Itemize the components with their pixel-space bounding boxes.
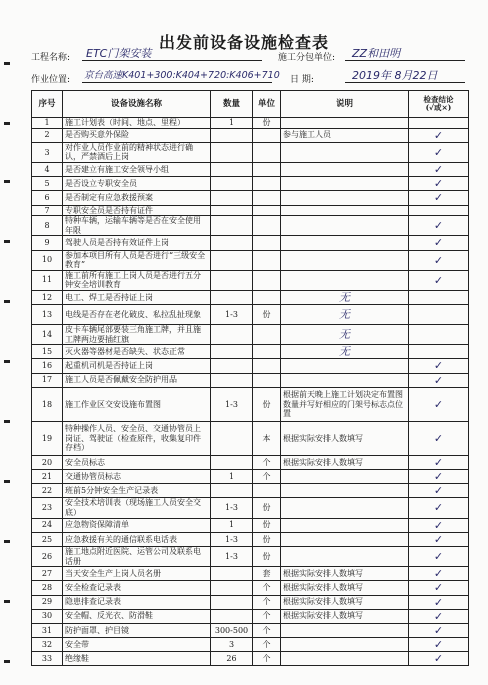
cell-no: 12 <box>32 290 63 304</box>
cell-qty <box>211 455 253 469</box>
table-row <box>32 532 469 546</box>
cell-qty: 1-3 <box>211 305 253 325</box>
col-header-qty: 数量 <box>211 91 253 118</box>
cell-qty <box>211 236 253 250</box>
cell-name: 绝缘鞋 <box>63 652 211 666</box>
cell-qty <box>211 162 253 176</box>
table-row <box>32 581 469 595</box>
cell-result <box>409 305 469 325</box>
cell-result: ✓ <box>409 142 469 162</box>
cell-no: 15 <box>32 345 63 359</box>
cell-name: 当天安全生产上岗人员名册 <box>63 567 211 581</box>
cell-result: ✓ <box>409 546 469 566</box>
cell-unit: 份 <box>253 532 281 546</box>
cell-no: 8 <box>32 216 63 236</box>
contractor-value: ZZ和田明 <box>352 47 401 60</box>
table-row <box>32 498 469 518</box>
cell-no: 29 <box>32 595 63 609</box>
cell-no: 19 <box>32 421 63 455</box>
cell-unit <box>253 128 281 142</box>
cell-unit <box>253 216 281 236</box>
cell-qty <box>211 177 253 191</box>
project-value: ETC门架安装 <box>86 47 152 60</box>
col-header-name: 设备设施名称 <box>63 91 211 118</box>
cell-unit: 份 <box>253 305 281 325</box>
cell-qty: 26 <box>211 652 253 666</box>
table-row <box>32 518 469 532</box>
cell-unit: 个 <box>253 581 281 595</box>
cell-name: 隐患排查记录表 <box>63 595 211 609</box>
date-value: 2019年 8月22日 <box>352 69 438 82</box>
cell-no: 30 <box>32 609 63 623</box>
table-row <box>32 205 469 216</box>
cell-result <box>409 345 469 359</box>
cell-result: ✓ <box>409 191 469 205</box>
cell-qty <box>211 325 253 345</box>
cell-unit: 个 <box>253 470 281 484</box>
cell-qty <box>211 250 253 270</box>
cell-note <box>281 162 409 176</box>
cell-note: 根据实际安排人数填写 <box>281 609 409 623</box>
page-title: 出发前设备设施检查表 <box>158 33 329 52</box>
cell-no: 24 <box>32 518 63 532</box>
cell-note: 根据实际安排人数填写 <box>281 567 409 581</box>
table-row <box>32 118 469 129</box>
cell-no: 28 <box>32 581 63 595</box>
cell-no: 25 <box>32 532 63 546</box>
table-row <box>32 191 469 205</box>
cell-result: ✓ <box>409 177 469 191</box>
cell-qty: 1-3 <box>211 546 253 566</box>
cell-unit: 份 <box>253 546 281 566</box>
cell-note <box>281 518 409 532</box>
table-row <box>32 623 469 637</box>
cell-note: 根据实际安排人数填写 <box>281 595 409 609</box>
cell-result: ✓ <box>409 532 469 546</box>
location-underline <box>82 82 272 83</box>
cell-unit <box>253 162 281 176</box>
cell-result: ✓ <box>409 652 469 666</box>
cell-note <box>281 546 409 566</box>
table-row <box>32 387 469 421</box>
cell-unit <box>253 484 281 498</box>
cell-unit <box>253 205 281 216</box>
cell-no: 17 <box>32 373 63 387</box>
project-underline <box>82 60 262 61</box>
cell-unit: 份 <box>253 498 281 518</box>
table-row <box>32 455 469 469</box>
cell-unit <box>253 191 281 205</box>
cell-no: 9 <box>32 236 63 250</box>
cell-name: 是否购买意外保险 <box>63 128 211 142</box>
cell-name: 安全技术培训表（现场施工人员安全交底） <box>63 498 211 518</box>
cell-result: ✓ <box>409 595 469 609</box>
cell-note: 无 <box>281 305 409 325</box>
table-row <box>32 325 469 345</box>
cell-note <box>281 177 409 191</box>
cell-name: 专职安全员是否持有证件 <box>63 205 211 216</box>
cell-no: 27 <box>32 567 63 581</box>
table-row <box>32 595 469 609</box>
cell-result: ✓ <box>409 128 469 142</box>
cell-qty <box>211 142 253 162</box>
cell-note: 无 <box>281 345 409 359</box>
cell-name: 施工计划表（时间、地点、里程） <box>63 118 211 129</box>
cell-unit: 本 <box>253 421 281 455</box>
cell-qty <box>211 595 253 609</box>
table-row <box>32 567 469 581</box>
cell-no: 7 <box>32 205 63 216</box>
cell-note <box>281 484 409 498</box>
cell-note: 无 <box>281 290 409 304</box>
cell-result: ✓ <box>409 387 469 421</box>
cell-name: 驾驶人员是否持有效证件上岗 <box>63 236 211 250</box>
cell-note <box>281 498 409 518</box>
cell-note <box>281 216 409 236</box>
table-row <box>32 236 469 250</box>
cell-name: 交通协管员标志 <box>63 470 211 484</box>
cell-note <box>281 270 409 290</box>
cell-unit: 个 <box>253 638 281 652</box>
cell-result: ✓ <box>409 216 469 236</box>
cell-qty <box>211 345 253 359</box>
cell-result: ✓ <box>409 581 469 595</box>
cell-name: 对作业人员作业前的精神状态进行确认，严禁酒后上岗 <box>63 142 211 162</box>
cell-unit: 个 <box>253 652 281 666</box>
cell-no: 4 <box>32 162 63 176</box>
cell-qty <box>211 270 253 290</box>
cell-name: 应急救援有关的通信联系电话表 <box>63 532 211 546</box>
date-label: 日 期: <box>290 75 314 85</box>
cell-qty <box>211 290 253 304</box>
table-row <box>32 250 469 270</box>
cell-name: 是否制定有应急救援预案 <box>63 191 211 205</box>
cell-result: ✓ <box>409 373 469 387</box>
cell-qty: 1 <box>211 518 253 532</box>
cell-no: 16 <box>32 359 63 373</box>
cell-no: 23 <box>32 498 63 518</box>
cell-qty <box>211 216 253 236</box>
table-row <box>32 270 469 290</box>
cell-no: 13 <box>32 305 63 325</box>
cell-no: 26 <box>32 546 63 566</box>
table-row <box>32 162 469 176</box>
cell-name: 安全帽、反光衣、防滑鞋 <box>63 609 211 623</box>
cell-name: 安全带 <box>63 638 211 652</box>
table-row <box>32 177 469 191</box>
cell-note: 无 <box>281 325 409 345</box>
cell-note <box>281 623 409 637</box>
cell-qty <box>211 421 253 455</box>
cell-note <box>281 205 409 216</box>
cell-qty <box>211 191 253 205</box>
cell-no: 1 <box>32 118 63 129</box>
cell-name: 是否设立专职安全员 <box>63 177 211 191</box>
col-header-result: 检查结论 (✓或×) <box>409 91 469 118</box>
cell-no: 14 <box>32 325 63 345</box>
cell-unit: 个 <box>253 623 281 637</box>
cell-unit <box>253 250 281 270</box>
cell-unit <box>253 373 281 387</box>
location-label: 作业位置: <box>31 75 71 85</box>
cell-qty <box>211 128 253 142</box>
cell-qty: 3 <box>211 638 253 652</box>
cell-result: ✓ <box>409 270 469 290</box>
cell-unit: 份 <box>253 518 281 532</box>
cell-name: 特种操作人员、安全员、交通协管员上岗证、驾驶证（检查原件，收集复印件存档） <box>63 421 211 455</box>
cell-note <box>281 236 409 250</box>
cell-qty <box>211 359 253 373</box>
cell-note <box>281 250 409 270</box>
cell-result: ✓ <box>409 609 469 623</box>
cell-note <box>281 652 409 666</box>
cell-no: 21 <box>32 470 63 484</box>
table-row <box>32 305 469 325</box>
cell-qty: 1 <box>211 118 253 129</box>
cell-note <box>281 638 409 652</box>
cell-note: 根据前天晚上施工计划决定布置图数量并写好相应的门架号标志点位置 <box>281 387 409 421</box>
cell-result: ✓ <box>409 470 469 484</box>
cell-name: 是否建立有施工安全领导小组 <box>63 162 211 176</box>
cell-no: 32 <box>32 638 63 652</box>
cell-note <box>281 373 409 387</box>
cell-unit <box>253 177 281 191</box>
cell-note <box>281 142 409 162</box>
cell-no: 20 <box>32 455 63 469</box>
cell-note: 根据实际安排人数填写 <box>281 421 409 455</box>
cell-result: ✓ <box>409 518 469 532</box>
col-header-note: 说明 <box>281 91 409 118</box>
cell-name: 防护面罩、护目镜 <box>63 623 211 637</box>
cell-qty <box>211 567 253 581</box>
cell-note: 参与施工人员 <box>281 128 409 142</box>
cell-no: 5 <box>32 177 63 191</box>
cell-name: 特种车辆，运输车辆等是否在安全使用年限 <box>63 216 211 236</box>
cell-unit <box>253 345 281 359</box>
col-header-no: 序号 <box>32 91 63 118</box>
cell-note: 根据实际安排人数填写 <box>281 455 409 469</box>
cell-unit <box>253 236 281 250</box>
cell-no: 22 <box>32 484 63 498</box>
cell-result: ✓ <box>409 236 469 250</box>
cell-unit <box>253 359 281 373</box>
cell-qty <box>211 373 253 387</box>
cell-note <box>281 118 409 129</box>
cell-no: 3 <box>32 142 63 162</box>
cell-name: 施工前所有施工上岗人员是否进行五分钟安全培训教育 <box>63 270 211 290</box>
cell-name: 电工、焊工是否持证上岗 <box>63 290 211 304</box>
table-row <box>32 638 469 652</box>
cell-result <box>409 325 469 345</box>
cell-unit: 份 <box>253 387 281 421</box>
cell-qty: 1-3 <box>211 387 253 421</box>
cell-unit: 个 <box>253 609 281 623</box>
cell-result: ✓ <box>409 162 469 176</box>
cell-unit <box>253 325 281 345</box>
cell-name: 班前5分钟安全生产记录表 <box>63 484 211 498</box>
cell-unit: 个 <box>253 455 281 469</box>
cell-no: 10 <box>32 250 63 270</box>
cell-result: ✓ <box>409 567 469 581</box>
table-row <box>32 290 469 304</box>
table-row <box>32 421 469 455</box>
cell-note <box>281 470 409 484</box>
cell-result <box>409 118 469 129</box>
col-header-unit: 单位 <box>253 91 281 118</box>
table-row <box>32 142 469 162</box>
table-row <box>32 216 469 236</box>
cell-result: ✓ <box>409 623 469 637</box>
cell-no: 6 <box>32 191 63 205</box>
cell-result: ✓ <box>409 421 469 455</box>
inspection-table <box>31 90 469 666</box>
cell-qty <box>211 609 253 623</box>
date-underline <box>345 82 465 83</box>
cell-result: ✓ <box>409 250 469 270</box>
cell-qty <box>211 205 253 216</box>
cell-unit <box>253 142 281 162</box>
cell-no: 33 <box>32 652 63 666</box>
cell-unit: 套 <box>253 567 281 581</box>
cell-qty: 300-500 <box>211 623 253 637</box>
cell-result: ✓ <box>409 484 469 498</box>
cell-name: 参加本项目所有人员是否进行“三级安全教育” <box>63 250 211 270</box>
cell-result: ✓ <box>409 455 469 469</box>
cell-name: 施工地点附近医院、运管公司及联系电话册 <box>63 546 211 566</box>
table-row <box>32 128 469 142</box>
cell-result <box>409 205 469 216</box>
cell-result: ✓ <box>409 638 469 652</box>
cell-name: 施工作业区交安设施布置图 <box>63 387 211 421</box>
cell-note <box>281 359 409 373</box>
table-row <box>32 546 469 566</box>
cell-no: 18 <box>32 387 63 421</box>
cell-qty: 1 <box>211 470 253 484</box>
cell-qty: 1-3 <box>211 532 253 546</box>
table-row <box>32 359 469 373</box>
table-row <box>32 470 469 484</box>
cell-name: 电线是否存在老化破皮、私拉乱扯现象 <box>63 305 211 325</box>
table-row <box>32 373 469 387</box>
cell-note: 根据实际安排人数填写 <box>281 581 409 595</box>
cell-no: 2 <box>32 128 63 142</box>
cell-unit <box>253 270 281 290</box>
cell-name: 应急物资保障清单 <box>63 518 211 532</box>
cell-result <box>409 290 469 304</box>
cell-qty <box>211 484 253 498</box>
table-row <box>32 652 469 666</box>
cell-qty <box>211 581 253 595</box>
table-row <box>32 609 469 623</box>
table-row <box>32 484 469 498</box>
cell-name: 起重机司机是否持证上岗 <box>63 359 211 373</box>
project-label: 工程名称: <box>31 53 71 63</box>
table-header-row <box>32 91 469 118</box>
cell-note <box>281 532 409 546</box>
cell-name: 灭火器等器材是否缺失、状态正常 <box>63 345 211 359</box>
cell-qty: 1-3 <box>211 498 253 518</box>
cell-result: ✓ <box>409 359 469 373</box>
cell-name: 施工人员是否佩戴安全防护用品 <box>63 373 211 387</box>
cell-no: 11 <box>32 270 63 290</box>
cell-unit: 个 <box>253 595 281 609</box>
contractor-underline <box>345 60 465 61</box>
cell-no: 31 <box>32 623 63 637</box>
table-row <box>32 345 469 359</box>
location-value: 京台高速K401+300:K404+720:K406+710 <box>84 70 280 81</box>
cell-name: 安全检查记录表 <box>63 581 211 595</box>
cell-unit: 份 <box>253 118 281 129</box>
cell-name: 安全员标志 <box>63 455 211 469</box>
contractor-label: 施工分包单位: <box>278 53 336 63</box>
cell-note <box>281 191 409 205</box>
cell-name: 皮卡车辆尾部要装三角施工牌，并且施工牌两边要插红旗 <box>63 325 211 345</box>
cell-unit <box>253 290 281 304</box>
cell-result: ✓ <box>409 498 469 518</box>
